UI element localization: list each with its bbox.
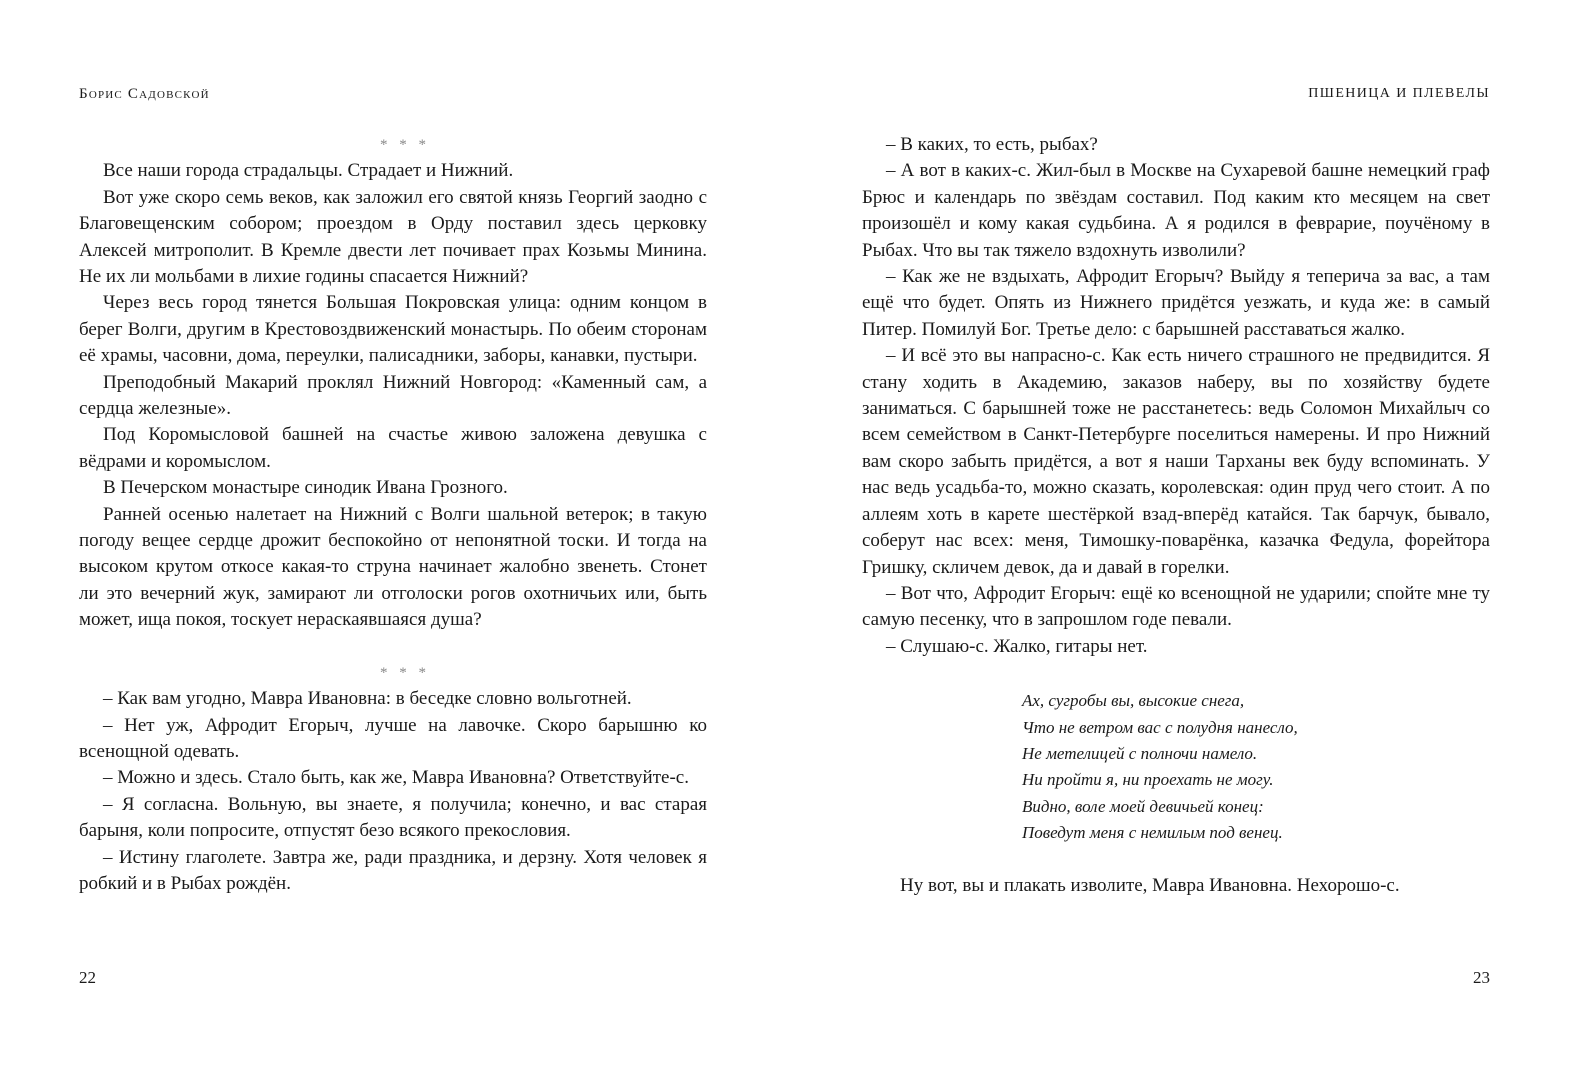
paragraph: Вот уже скоро семь веков, как заложил его святой князь Георгий заодно с Благовещенским собором; проездом в Орду поставил здесь церковку Алексей митрополит. В Кремле двести лет почивает прах Козьмы Минина. Не их ли мольбами в лихие годины спасается Нижний? bbox=[79, 186, 707, 288]
dialogue-line: – Нет уж, Афродит Егорыч, лучше на лавочке. Скоро барышню ко всенощной одевать. bbox=[79, 714, 707, 762]
dialogue-line: – Как вам угодно, Мавра Ивановна: в беседке словно вольготней. bbox=[103, 688, 632, 710]
dialogue-line: – А вот в каких-с. Жил-был в Москве на Сухаревой башне немецкий граф Брюс и календарь по звёздам составил. Под каким кто месяцем на свет произошёл и кому какая судьбина. А я родился в феврарие, поучёному в Рыбах. Что вы так тяжело вздохнуть изволили? bbox=[862, 160, 1490, 261]
song-verse bbox=[1022, 688, 1490, 846]
running-head-author: Борис Садовской bbox=[79, 86, 210, 102]
dialogue-line: – И всё это вы напрасно-с. Как есть ничего страшного не предвидится. Я стану ходить в Академию, заказов наберу, вы по хозяйству будете заниматься. С барышней тоже не расстанетесь: ведь Соломон Михайлыч со всем семейством в Санкт-Петербурге поселиться намерены. И про Нижний вам скоро забыть придётся, а вот я наши Тарханы век буду вспоминать. У нас ведь усадьба-то, можно сказать, королевская: один пруд чего стоит. А по аллеям хоть в карете шестёркой взад-вперёд катайся. Так барчук, бывало, соберут нас всех: меня, Тимошку-поварёнка, казачка Федула, форейтора Гришку, скличем девок, да и давай в горелки. bbox=[862, 345, 1490, 578]
verse-line: Что не ветром вас с полудня нанесло, bbox=[1022, 717, 1298, 737]
paragraph: Через весь город тянется Большая Покровская улица: одним концом в берег Волги, другим в Крестовоздвиженский монастырь. По обеим сторонам её храмы, часовни, дома, переулки, палисадники, заборы, канавки, пустыри. bbox=[79, 292, 707, 367]
paragraph: Под Коромысловой башней на счастье живою заложена девушка с вёдрами и коромыслом. bbox=[79, 424, 707, 472]
running-head-title: ПШЕНИЦА И ПЛЕВЕЛЫ bbox=[1308, 86, 1490, 101]
paragraph: Все наши города страдальцы. Страдает и Нижний. bbox=[103, 160, 514, 182]
dialogue-line: – Я согласна. Вольную, вы знаете, я получила; конечно, и вас старая барыня, коли попросите, отпустят безо всякого прекословия. bbox=[79, 793, 707, 842]
right-page bbox=[788, 0, 1577, 1080]
dialogue-line: – Слушаю-с. Жалко, гитары нет. bbox=[886, 635, 1148, 657]
verse-line: Поведут меня с немилым под венец. bbox=[1022, 823, 1283, 843]
left-text-block bbox=[79, 132, 707, 897]
verse-line: Не метелицей с полночи намело. bbox=[1022, 743, 1258, 763]
dialogue-line: – Истину глаголете. Завтра же, ради праздника, и дерзну. Хотя человек я робкий и в Рыбах рождён. bbox=[79, 846, 707, 894]
dialogue-line: – Вот что, Афродит Егорыч: ещё ко всенощной не ударили; спойте мне ту самую песенку, что в запрошлом годе певали. bbox=[862, 582, 1490, 631]
closing-line: Ну вот, вы и плакать изволите, Мавра Ивановна. Нехорошо-с. bbox=[900, 874, 1400, 896]
verse-line: Ни пройти я, ни проехать не могу. bbox=[1022, 770, 1274, 790]
section-ornament: * * * bbox=[380, 137, 430, 153]
right-text-block bbox=[862, 132, 1490, 899]
dialogue-line: – В каких, то есть, рыбах? bbox=[886, 134, 1098, 155]
paragraph: В Печерском монастыре синодик Ивана Грозного. bbox=[103, 477, 508, 499]
section-ornament: * * * bbox=[380, 664, 430, 681]
page-number: 23 bbox=[1473, 968, 1490, 987]
dialogue-line: – Можно и здесь. Стало быть, как же, Мавра Ивановна? Ответствуйте-с. bbox=[103, 767, 689, 789]
left-page bbox=[0, 0, 788, 1080]
paragraph: Преподобный Макарий проклял Нижний Новгород: «Каменный сам, а сердца железные». bbox=[79, 371, 707, 420]
paragraph: Ранней осенью налетает на Нижний с Волги шальной ветерок; в такую погоду вещее сердце дрожит беспокойно от непонятной тоски. И тогда на высоком крутом откосе какая-то струна начинает жалобно звенеть. Стонет ли это вечерний жук, замирают ли отголоски рогов охотничьих или, быть может, ища покоя, тоскует нераскаявшаяся душа? bbox=[79, 503, 707, 631]
page-number: 22 bbox=[79, 968, 96, 987]
dialogue-line: – Как же не вздыхать, Афродит Егорыч? Выйду я теперича за вас, а там ещё что будет. Опять из Нижнего придётся уезжать, и куда же: в самый Питер. Помилуй Бог. Третье дело: с барышней расставаться жалко. bbox=[862, 266, 1490, 340]
verse-line: Видно, воле моей девичьей конец: bbox=[1022, 796, 1264, 816]
verse-line: Ах, сугробы вы, высокие снега, bbox=[1022, 691, 1245, 711]
